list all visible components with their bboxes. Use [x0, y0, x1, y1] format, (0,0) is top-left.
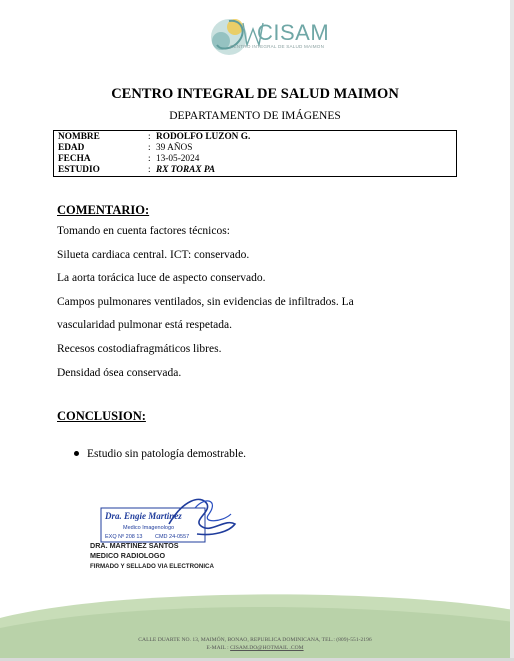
logo-subtitle: CENTRO INTEGRAL DE SALUD MAIMON: [230, 44, 325, 49]
info-label: ESTUDIO: [58, 165, 100, 175]
signature-note: FIRMADO Y SELLADO VIA ELECTRONICA: [90, 563, 214, 570]
comment-line: vascularidad pulmonar está respetada.: [57, 319, 232, 332]
stamp-role: Medico Imagenologo: [123, 525, 175, 531]
info-row-estudio: [58, 165, 452, 176]
stamp-name: Dra. Engie Martinez: [105, 511, 182, 521]
footer-email-label: E-MAIL :: [206, 645, 231, 651]
comment-line: Densidad ósea conservada.: [57, 366, 182, 379]
conclusion-item: [74, 448, 246, 460]
signer-role: MEDICO RADIOLOGO: [90, 551, 166, 560]
conclusion-text: Estudio sin patología demostrable.: [87, 448, 247, 460]
comment-line: Silueta cardiaca central. ICT: conservado.: [57, 248, 250, 261]
info-row-edad: [58, 143, 452, 154]
department-title: DEPARTAMENTO DE IMÁGENES: [169, 110, 341, 122]
stamp-cmd: CMD 24-0557: [155, 534, 190, 540]
page-edge-right: [510, 0, 514, 661]
comment-line: La aorta torácica luce de aspecto conservado.: [57, 272, 266, 285]
footer-email-link[interactable]: CISAM.DO@HOTMAIL .COM: [230, 645, 304, 651]
conclusion-heading: CONCLUSION:: [57, 409, 146, 423]
comment-body: [57, 220, 457, 385]
comment-line: Campos pulmonares ventilados, sin evidencias de infiltrados. La: [57, 295, 354, 308]
document-title: CENTRO INTEGRAL DE SALUD MAIMON: [111, 86, 399, 102]
footer-email-line: [0, 645, 510, 651]
bullet-icon: [74, 451, 79, 456]
info-separator: :: [148, 154, 151, 164]
info-separator: :: [148, 143, 151, 153]
signer-name: DRA. MARTINEZ SANTOS: [90, 541, 179, 550]
comment-line: Tomando en cuenta factores técnicos:: [57, 225, 230, 237]
patient-age: 39 AÑOS: [156, 143, 193, 153]
info-row-nombre: [58, 132, 452, 143]
patient-info-box: [53, 130, 457, 177]
logo-text: CISAM: [257, 20, 330, 45]
study-type: RX TORAX PA: [156, 165, 216, 175]
info-separator: :: [148, 132, 151, 142]
info-separator: :: [148, 165, 151, 175]
comment-line: Recesos costodiafragmáticos libres.: [57, 342, 222, 355]
patient-name: RODOLFO LUZON G.: [156, 132, 251, 142]
info-label: NOMBRE: [58, 132, 100, 142]
info-label: FECHA: [58, 154, 91, 164]
study-date: 13-05-2024: [156, 154, 200, 164]
stamp-exq: EXQ Nº 208 13: [105, 534, 143, 540]
footer-address: CALLE DUARTE NO. 13, MAIMÓN, BONAO, REPUBLICA DOMINICANA, TEL.: (809)-551-2196: [138, 637, 372, 643]
comment-heading: COMENTARIO:: [57, 203, 150, 217]
info-label: EDAD: [58, 143, 85, 153]
info-row-fecha: [58, 154, 452, 165]
